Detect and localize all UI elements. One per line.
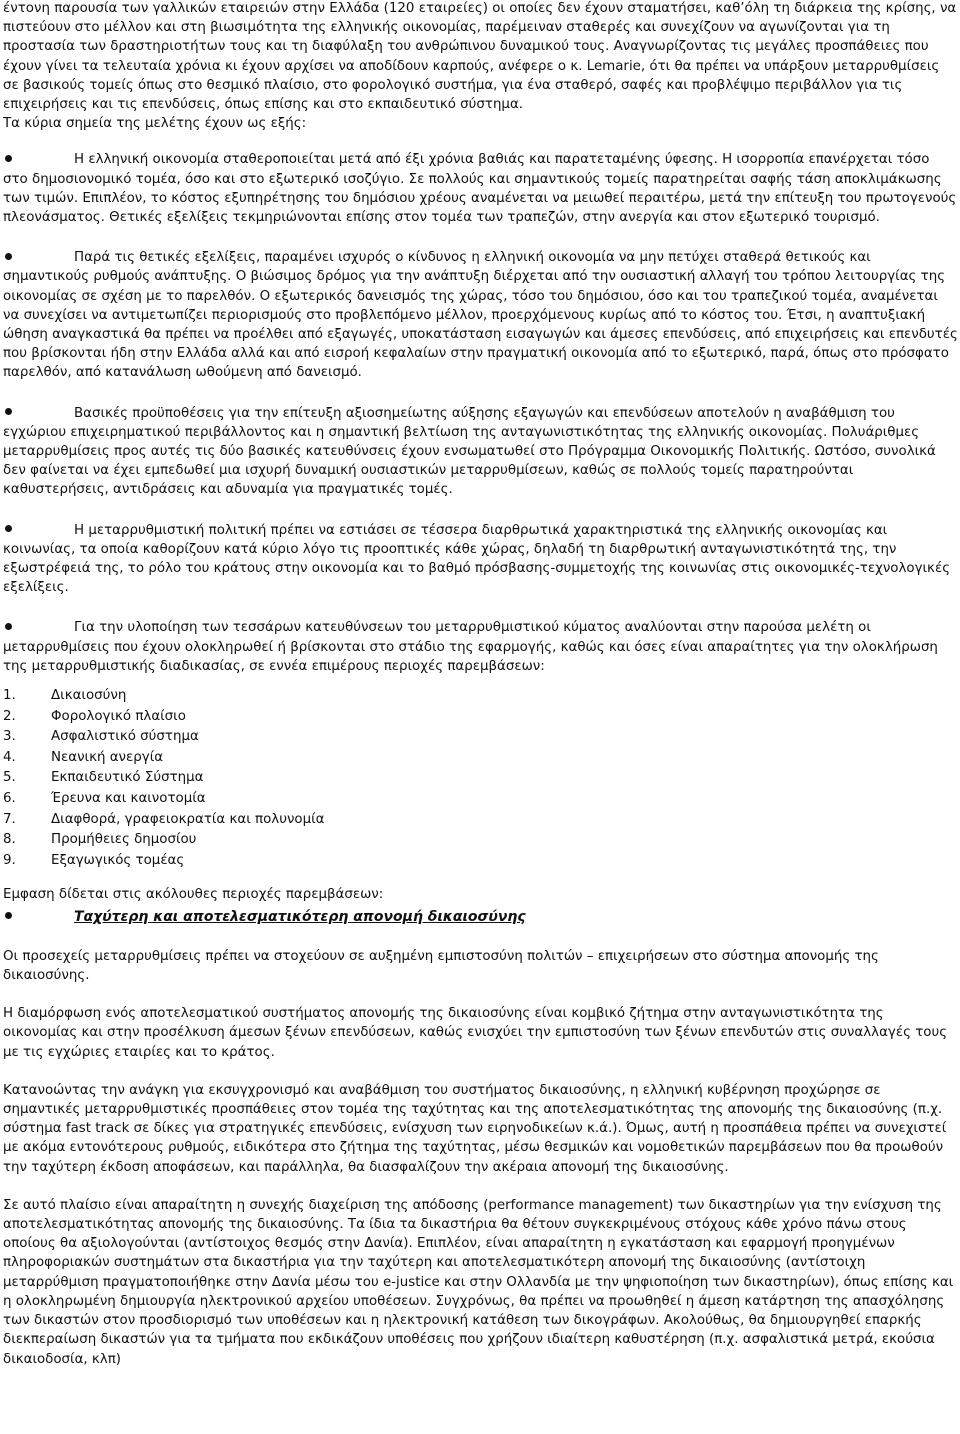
bullet-dot-icon (5, 623, 12, 630)
list-item: 7. Διαφθορά, γραφειοκρατία και πολυνομία (3, 811, 325, 827)
list-item: 1. Δικαιοσύνη (3, 688, 127, 704)
intervention-areas-list (3, 686, 958, 871)
body-paragraph: Κατανοώντας την ανάγκη για εκσυγχρονισμό και αναβάθμιση του συστήματος δικαιοσύνης, η ελληνική κυβέρνηση προχώρησε σε σημαντικές μεταρρυθμιστικές προσπάθειες στον τομέα της ταχύτητας και της αποτελεσματικότητας της απονομής της δικαιοσύνης (π.χ. σύστημα fast track σε δίκες για στρατηγικές επενδύσεις, ενίσχυση των ειρηνοδικείων κ.ά.). Όμως, αυτή η προσπάθεια πρέπει να συνεχιστεί με ακόμα εντονότερους ρυθμούς, ειδικότερα στο ζήτημα της ταχύτητας, μέσω θεσμικών και νομοθετικών παρεμβάσεων που θα προωθούν την ταχύτερη έκδοση αποφάσεων, και παράλληλα, θα διασφαλίζουν την ακέραια απονομή της δικαιοσύνης. (3, 1082, 947, 1175)
bullet-dot-icon (5, 525, 12, 532)
emphasis-item (3, 908, 958, 927)
body-paragraph: Η διαμόρφωση ενός αποτελεσματικού συστήματος απονομής της δικαιοσύνης είναι κομβικό ζήτημα στην ανταγωνιστικότητα της οικονομίας και στην προσέλκυση άμεσων ξένων επενδύσεων, καθώς ενισχύει την εμπιστοσύνη των ξένων επενδυτών στις συναλλαγές τους με τις εγχώριες εταιρίες και το κράτος. (3, 1006, 948, 1060)
emphasis-lead: Εμφαση δίδεται στις ακόλουθες περιοχές παρεμβάσεων: (3, 887, 384, 903)
list-item: 3. Ασφαλιστικό σύστημα (3, 729, 199, 745)
list-item: 2. Φορολογικό πλαίσιο (3, 708, 186, 724)
bullet-dot-icon (5, 408, 12, 415)
bullet-item: Η μεταρρυθμιστική πολιτική πρέπει να εστιάσει σε τέσσερα διαρθρωτικά χαρακτηριστικά της ελληνικής οικονομίας και κοινωνίας, τα οποία καθορίζουν κατά κύριο λόγο τις προοπτικές κάθε χώρας, δηλαδή τη διαρθρωτική ανταγωνιστικότητά της, την εξωστρέφειά της, το ρόλο του κράτους στην οικονομία και το βαθμό πρόσβασης-συμμετοχής της κοινωνίας στις οικονομικές-τεχνολογικές εξελίξεις. (3, 522, 951, 596)
list-item: 8. Προμήθειες δημοσίου (3, 832, 197, 848)
bullet-item: Για την υλοποίηση των τεσσάρων κατευθύνσεων του μεταρρυθμιστικού κύματος αναλύονται στην παρούσα μελέτη οι μεταρρυθμίσεις που έχουν ολοκληρωθεί ή βρίσκονται στο στάδιο της εφαρμογής, καθώς και όσες είναι απαραίτητες για την ολοκλήρωση της μεταρρυθμιστικής διαδικασίας, σε εννέα επιμέρους περιοχές παρεμβάσεων: (3, 620, 938, 674)
list-item: 5. Εκπαιδευτικό Σύστημα (3, 770, 204, 786)
body-paragraph: Σε αυτό πλαίσιο είναι απαραίτητη η συνεχής διαχείριση της απόδοσης (performance management) των δικαστηρίων για την ενίσχυση της αποτελεσματικότητας απονομής της δικαιοσύνης. Τα ίδια τα δικαστήρια θα θέτουν συγκεκριμένους στόχους κάθε χρόνο πάνω στους οποίους θα αξιολογούνται (αντίστοιχος θεσμός στην Δανία). Επιπλέον, είναι απαραίτητη η εγκατάσταση και εφαρμογή προηγμένων πληροφοριακών συστημάτων στα δικαστήρια για την ταχύτερη και αποτελεσματικότερη απονομή της δικαιοσύνης (αντίστοιχη μεταρρύθμιση πραγματοποιήθηκε στην Δανία μέσω του e-justice και στην Ολλανδία με την ψηφιοποίηση των δικαστηρίων), όπως επίσης και η ολοκληρωμένη δημιουργία ηλεκτρονικού αρχείου υποθέσεων. Συγχρόνως, θα πρέπει να προωθηθεί η άμεση κατάρτηση της απασχόλησης των δικαστών στον προσδιορισμό των υποθέσεων και η ηλεκτρονική κατάθεση των δικογράφων. Ακολούθως, θα δημιουργηθεί επαρκής διεκπεραίωση δικαστών για τα τμήματα που εκδικάζουν υποθέσεις που χρήζουν ιδιαίτερη καθυστέρηση (π.χ. ασφαλιστικά μετρά, εκούσια δικαιοδοσία, κλπ) (3, 1197, 954, 1367)
bullet-item: Η ελληνική οικονομία σταθεροποιείται μετά από έξι χρόνια βαθιάς και παρατεταμένης ύφεσης. Η ισορροπία επανέρχεται τόσο στο δημοσιονομικό τομέα, όσο και στο εξωτερικό ισοζύγιο. Σε πολλούς και σημαντικούς τομείς παρατηρείται σαφής τάση αποκλιμάκωσης των τιμών. Επιπλέον, το κόστος εξυπηρέτησης του δημόσιου χρέους αναμένεται να μειωθεί περαιτέρω, μετά την επίτευξη του πρωτογενούς πλεονάσματος. Θετικές εξελίξεις τεκμηριώνονται επίσης στον τομέα των τραπεζών, στην ανεργία και στον εξωτερικό τουρισμό. (3, 152, 957, 226)
list-item: 4. Νεανική ανεργία (3, 749, 164, 765)
intro-paragraph: έντονη παρουσία των γαλλικών εταιρειών στην Ελλάδα (120 εταιρείες) οι οποίες δεν έχουν σταματήσει, καθ’όλη τη διάρκεια της κρίσης, να πιστεύουν στο μέλλον και στη βιωσιμότητα της ελληνικής οικονομίας, παρέμειναν σταθερές και συνεχίζουν να αγωνίζονται για τη προστασία των δραστηριοτήτων τους και τη διαφύλαξη του ανθρώπινου δυναμικού τους. Αναγνωρίζοντας τις μεγάλες προσπάθειες που έχουν γίνει τα τελευταία χρόνια κι έχουν αρχίσει να αποδίδουν καρπούς, ανέφερε ο κ. Lemarie, ότι θα πρέπει να υπάρξουν μεταρρυθμίσεις σε βασικούς τομείς όπως στο θεσμικό πλαίσιο, στο φορολογικό συστήμα, για ένα σταθερό, σαφές και προβλέψιμο περιβάλλον για τις επιχειρήσεις και τις επενδύσεις, όπως επίσης και στο εκπαιδευτικό σύστημα. (3, 1, 957, 113)
emphasis-title: Ταχύτερη και αποτελεσματικότερη απονομή δικαιοσύνης (74, 908, 526, 925)
bullet-dot-icon (5, 155, 12, 162)
bullet-item: Βασικές προϋποθέσεις για την επίτευξη αξιοσημείωτης αύξησης εξαγωγών και επενδύσεων αποτελούν η αναβάθμιση του εγχώριου επιχειρηματικού περιβάλλοντος και η σημαντική βελτίωση της ανταγωνιστικότητας της ελληνικής οικονομίας. Πολυάριθμες μεταρρυθμίσεις προς αυτές τις δύο βασικές κατευθύνσεις έχουν ενσωματωθεί στο Πρόγραμμα Οικονομικής Πολιτικής. Ωστόσο, συνολικά δεν φαίνεται να έχει εμπεδωθεί μια ισχυρή δυναμική ουσιαστικών μεταρρυθμίσεων, καθώς σε πολλούς τομείς παρατηρούνται καθυστερήσεις, αντιδράσεις και αδυναμία για πραγματικές τομές. (3, 405, 936, 498)
list-item: 9. Εξαγωγικός τομέας (3, 852, 185, 868)
bullet-dot-icon (5, 253, 12, 260)
intro-lead: Τα κύρια σημεία της μελέτης έχουν ως εξής: (3, 116, 307, 132)
body-paragraph: Οι προσεχείς μεταρρυθμίσεις πρέπει να στοχεύουν σε αυξημένη εμπιστοσύνη πολιτών – επιχειρήσεων στο σύστημα απονομής της δικαιοσύνης. (3, 948, 879, 984)
bullet-item: Παρά τις θετικές εξελίξεις, παραμένει ισχυρός ο κίνδυνος η ελληνική οικονομία να μην πετύχει σταθερά θετικούς και σημαντικούς ρυθμούς ανάπτυξης. Ο βιώσιμος δρόμος για την ανάπτυξη διέρχεται από την ουσιαστική αλλαγή του τρόπου λειτουργίας της οικονομίας σε σχέση με το παρελθόν. Ο εξωτερικός δανεισμός της χώρας, τόσο του δημόσιου, όσο και του τραπεζικού τομέα, αναμένεται να συνεχίσει να αντιμετωπίζει περιορισμούς στο προβλεπόμενο μέλλον, προερχόμενους κυρίως από το κόστος του. Έτσι, η αναπτυξιακή ώθηση αναγκαστικά θα πρέπει να προέλθει από εξαγωγές, υποκατάσταση εισαγωγών και άμεσες επενδύσεις, από επιχειρήσεις και επενδυτές που βρίσκονται ήδη στην Ελλάδα αλλά και από εισροή κεφαλαίων στην πραγματική οικονομία από το εξωτερικό, παρά, όπως στο πρόσφατο παρελθόν, από κατανάλωση ωθούμενη από δανεισμό. (3, 250, 958, 381)
list-item: 6. Έρευνα και καινοτομία (3, 791, 206, 807)
bullet-dot-icon (5, 912, 12, 919)
